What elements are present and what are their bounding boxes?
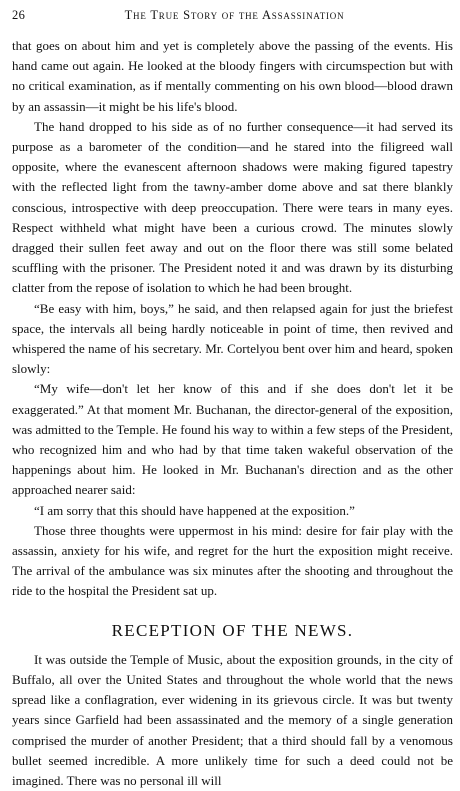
paragraph: It was outside the Temple of Music, about the exposition grounds, in the city of Buffalo, all over the United States and throughout the whole world that the news spread like a conflagration, ever widening in its grievous circle. It was but twenty years since Garfield had been assassinated and the memory of a single generation comprised the murder of another President; that a third should fall by a venomous bullet seemed incredible. A more unlikely time for such a deed could not be imagined. There was no personal ill will <box>12 651 453 788</box>
running-title: The True Story of the Assassination <box>124 8 345 22</box>
paragraph: that goes on about him and yet is completely above the passing of the events. His hand came out again. He looked at the bloody fingers with circumspection but with no critical examination, as if mentally commenting on his own blood—blood drawn by an assassin—it might be his life's blood. <box>12 38 453 114</box>
running-head <box>12 8 453 30</box>
body-text <box>12 36 453 791</box>
paragraph: “I am sorry that this should have happened at the exposition.” <box>34 502 355 518</box>
paragraph: Those three thoughts were uppermost in his mind: desire for fair play with the assassin, anxiety for his wife, and regret for the hurt the exposition might receive. The arrival of the ambulance was six minutes after the shooting and throughout the ride to the hospital the President sat up. <box>12 522 453 599</box>
paragraph: “My wife—don't let her know of this and if she does don't let it be exaggerated.” At that moment Mr. Buchanan, the director-general of the exposition, was admitted to the Temple. He found his way to within a few steps of the President, who recognized him and who had by that time taken wakeful observation of the happenings about him. He looked in Mr. Buchanan's direction and as the other approached nearer said: <box>12 381 453 498</box>
section-heading: RECEPTION OF THE NEWS. <box>111 620 354 640</box>
paragraph: “Be easy with him, boys,” he said, and then relapsed again for just the briefest space, the intervals all being hardly noticeable in point of time, then revived and whispered the name of his secretary. Mr. Cortelyou bent over him and heard, spoken slowly: <box>12 300 453 377</box>
page-number: 26 <box>12 8 26 22</box>
paragraph: The hand dropped to his side as of no further consequence—it had served its purpose as a barometer of the condition—and he stared into the filigreed wall opposite, where the evanescent afternoon shadows were making figured tapestry with the reflected light from the tawny-amber dome above and sat there blankly conscious, introspective with deep preoccupation. There were tears in many eyes. Respect withheld what might have been a curious crowd. The minutes slowly dragged their sullen feet away and out on the floor there was still some belated scuffling with the prisoner. The President noted it and was drawn by its disturbing clatter from the repose of isolation to which he had been brought. <box>12 118 453 296</box>
